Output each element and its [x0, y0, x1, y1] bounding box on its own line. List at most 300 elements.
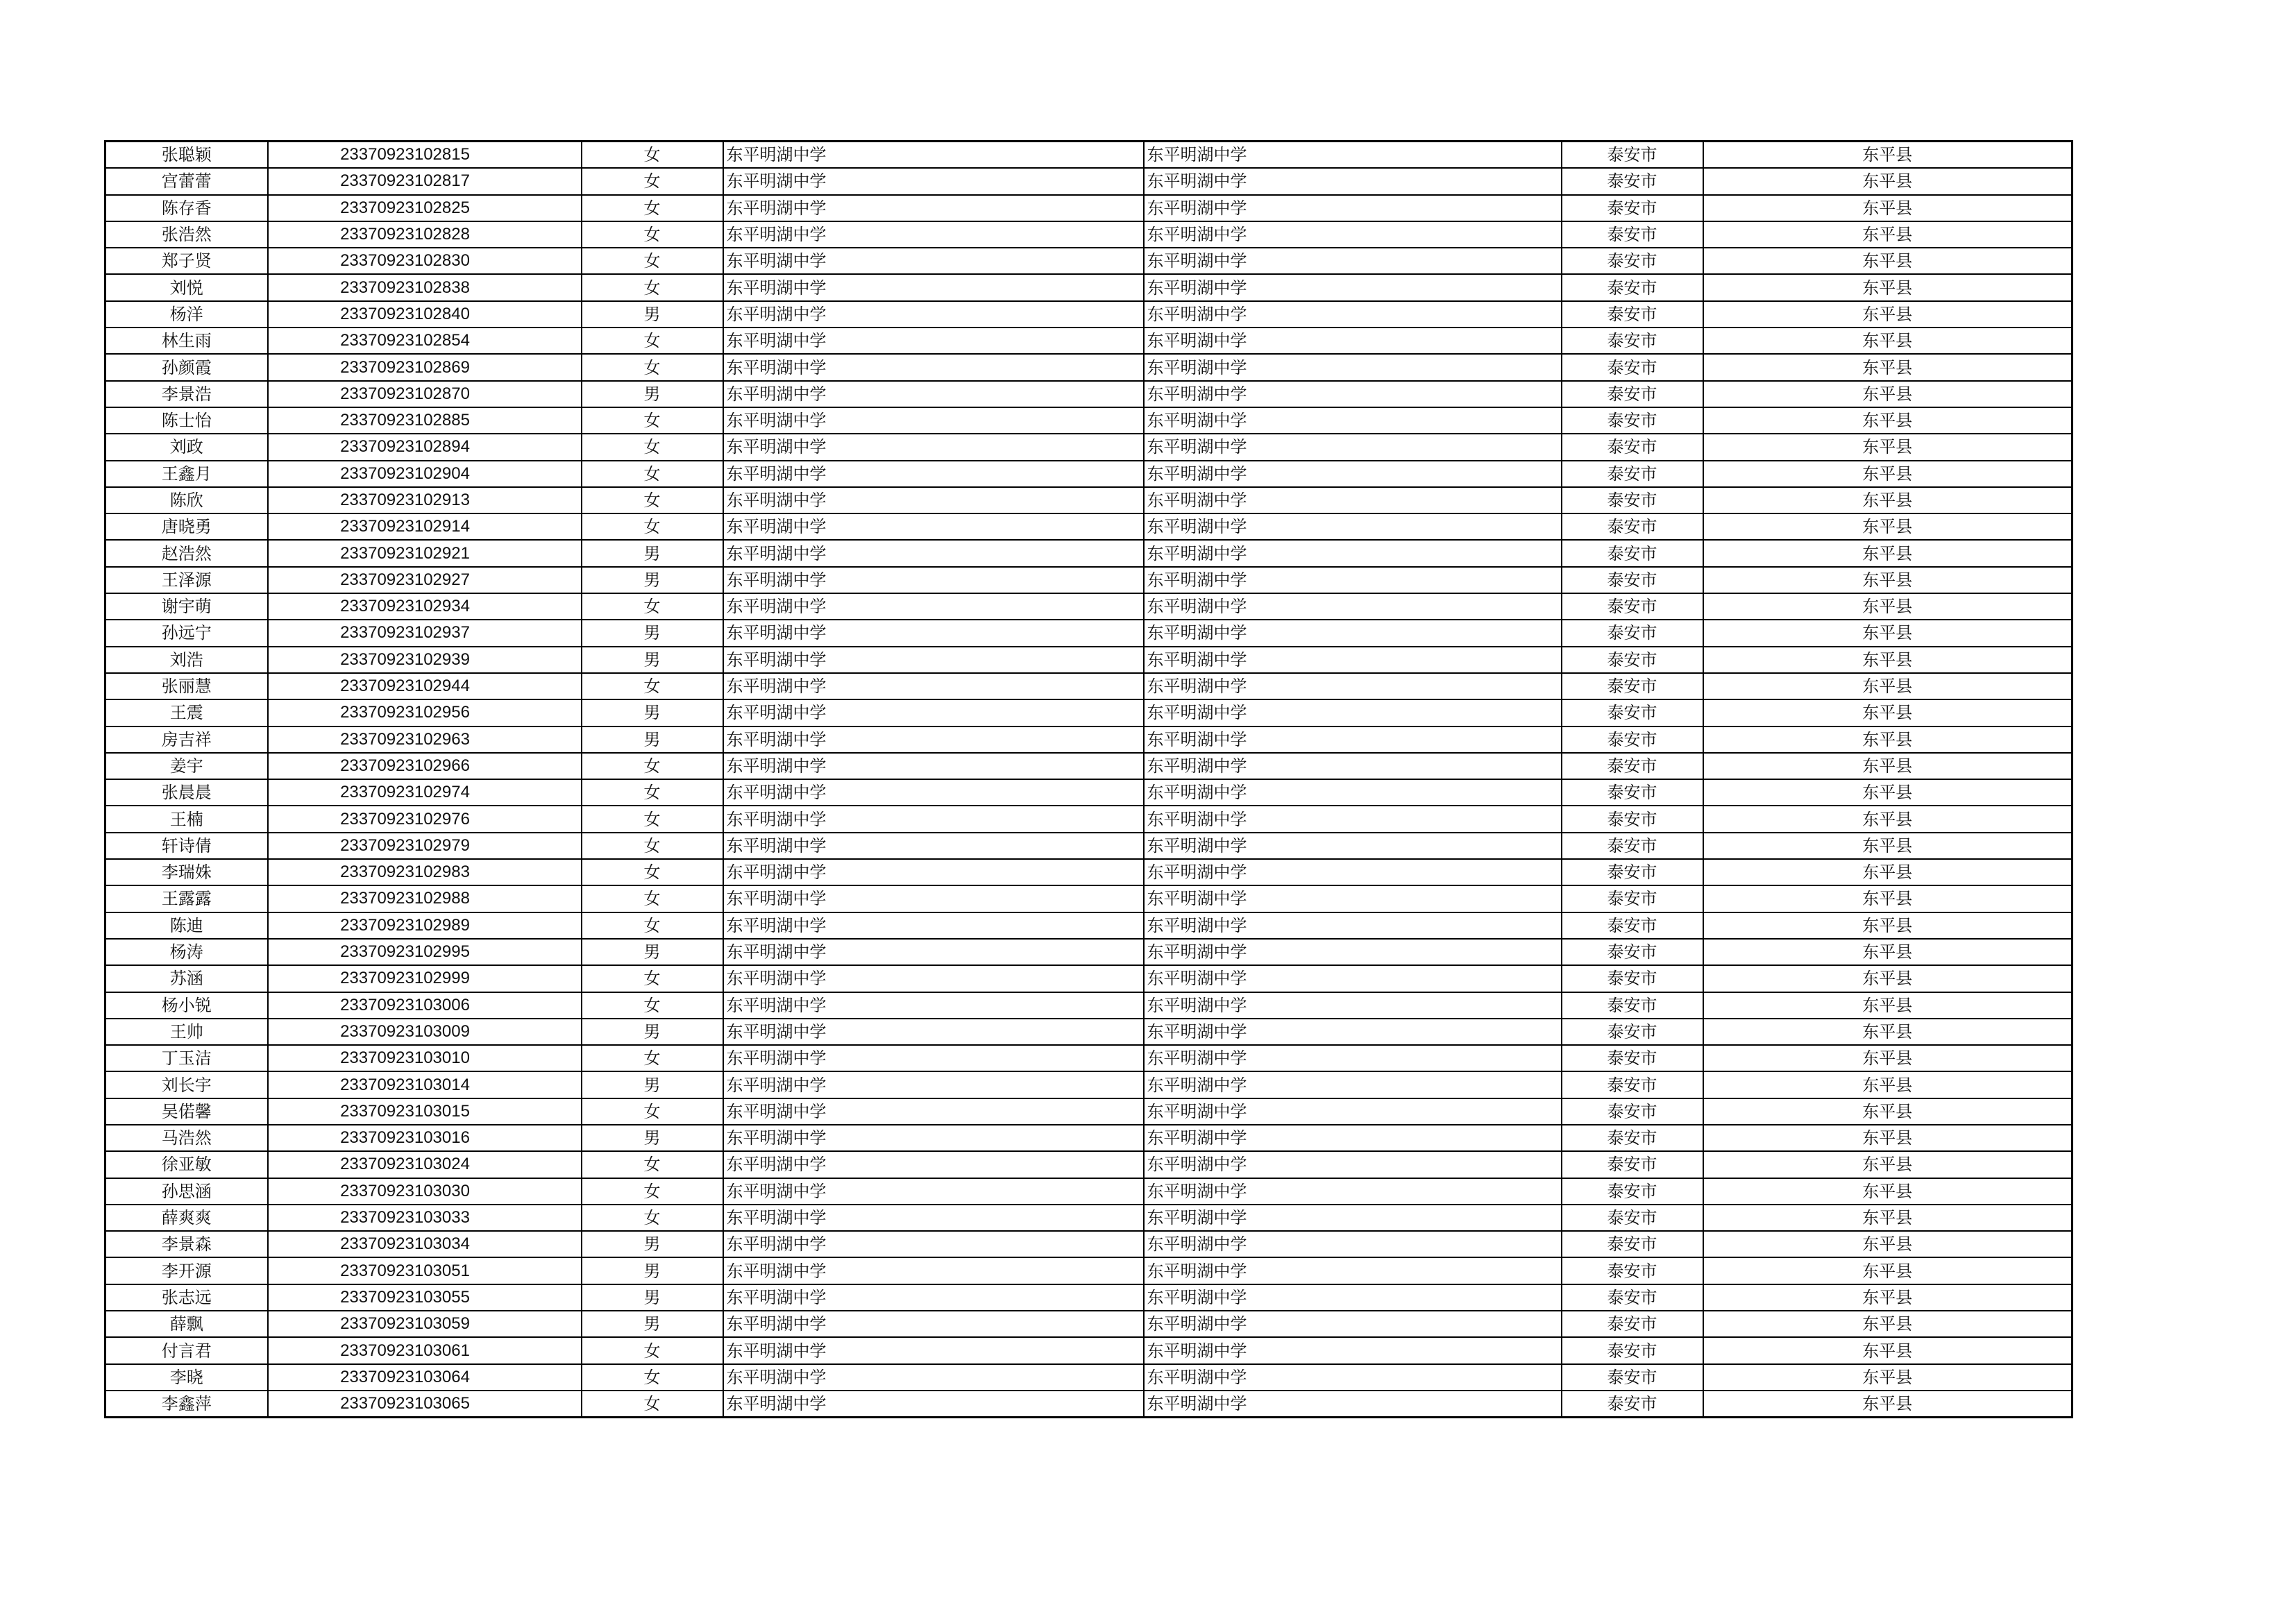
name-cell: 丁玉洁: [105, 1045, 268, 1071]
name-cell: 张浩然: [105, 221, 268, 248]
exam-number-cell: 23370923103009: [268, 1019, 582, 1045]
table-row: [105, 407, 2073, 434]
school-cell: 东平明湖中学: [723, 965, 1144, 992]
city-cell: 泰安市: [1562, 328, 1703, 354]
exam-number-cell: 23370923102830: [268, 248, 582, 274]
unit-cell: 东平明湖中学: [1144, 885, 1562, 912]
city-cell: 泰安市: [1562, 673, 1703, 699]
city-cell: 泰安市: [1562, 1391, 1703, 1418]
unit-cell: 东平明湖中学: [1144, 1311, 1562, 1337]
table-row: [105, 779, 2073, 806]
name-cell: 李鑫萍: [105, 1391, 268, 1418]
name-cell: 王帅: [105, 1019, 268, 1045]
county-cell: 东平县: [1703, 195, 2073, 221]
table-row: [105, 434, 2073, 460]
school-cell: 东平明湖中学: [723, 673, 1144, 699]
gender-cell: 女: [582, 859, 723, 885]
table-row: [105, 274, 2073, 300]
table-row: [105, 699, 2073, 726]
table-row: [105, 248, 2073, 274]
gender-cell: 男: [582, 1284, 723, 1311]
city-cell: 泰安市: [1562, 301, 1703, 328]
exam-number-cell: 23370923102934: [268, 593, 582, 620]
name-cell: 孙远宁: [105, 620, 268, 646]
name-cell: 张晨晨: [105, 779, 268, 806]
county-cell: 东平县: [1703, 274, 2073, 300]
county-cell: 东平县: [1703, 1071, 2073, 1098]
city-cell: 泰安市: [1562, 593, 1703, 620]
table-row: [105, 885, 2073, 912]
table-row: [105, 1391, 2073, 1418]
table-row: [105, 806, 2073, 832]
exam-number-cell: 23370923103014: [268, 1071, 582, 1098]
name-cell: 刘浩: [105, 647, 268, 673]
school-cell: 东平明湖中学: [723, 540, 1144, 566]
name-cell: 王楠: [105, 806, 268, 832]
table-row: [105, 965, 2073, 992]
city-cell: 泰安市: [1562, 992, 1703, 1019]
gender-cell: 女: [582, 965, 723, 992]
gender-cell: 男: [582, 1231, 723, 1257]
unit-cell: 东平明湖中学: [1144, 461, 1562, 487]
school-cell: 东平明湖中学: [723, 248, 1144, 274]
exam-number-cell: 23370923103051: [268, 1257, 582, 1284]
city-cell: 泰安市: [1562, 354, 1703, 380]
school-cell: 东平明湖中学: [723, 833, 1144, 859]
school-cell: 东平明湖中学: [723, 912, 1144, 939]
exam-number-cell: 23370923102974: [268, 779, 582, 806]
school-cell: 东平明湖中学: [723, 301, 1144, 328]
school-cell: 东平明湖中学: [723, 1151, 1144, 1178]
county-cell: 东平县: [1703, 461, 2073, 487]
exam-number-cell: 23370923102840: [268, 301, 582, 328]
table-row: [105, 354, 2073, 380]
school-cell: 东平明湖中学: [723, 1019, 1144, 1045]
name-cell: 孙思涵: [105, 1178, 268, 1205]
unit-cell: 东平明湖中学: [1144, 1257, 1562, 1284]
county-cell: 东平县: [1703, 1284, 2073, 1311]
school-cell: 东平明湖中学: [723, 1045, 1144, 1071]
gender-cell: 男: [582, 540, 723, 566]
gender-cell: 男: [582, 1257, 723, 1284]
county-cell: 东平县: [1703, 1311, 2073, 1337]
unit-cell: 东平明湖中学: [1144, 833, 1562, 859]
unit-cell: 东平明湖中学: [1144, 620, 1562, 646]
exam-number-cell: 23370923103059: [268, 1311, 582, 1337]
gender-cell: 男: [582, 301, 723, 328]
name-cell: 轩诗倩: [105, 833, 268, 859]
county-cell: 东平县: [1703, 142, 2073, 169]
unit-cell: 东平明湖中学: [1144, 699, 1562, 726]
name-cell: 唐晓勇: [105, 513, 268, 540]
school-cell: 东平明湖中学: [723, 753, 1144, 779]
unit-cell: 东平明湖中学: [1144, 434, 1562, 460]
gender-cell: 女: [582, 513, 723, 540]
unit-cell: 东平明湖中学: [1144, 195, 1562, 221]
name-cell: 薛飘: [105, 1311, 268, 1337]
name-cell: 李瑞姝: [105, 859, 268, 885]
city-cell: 泰安市: [1562, 806, 1703, 832]
exam-number-cell: 23370923102944: [268, 673, 582, 699]
school-cell: 东平明湖中学: [723, 699, 1144, 726]
name-cell: 陈欣: [105, 487, 268, 513]
gender-cell: 女: [582, 1337, 723, 1363]
gender-cell: 男: [582, 699, 723, 726]
exam-number-cell: 23370923102921: [268, 540, 582, 566]
county-cell: 东平县: [1703, 912, 2073, 939]
exam-number-cell: 23370923102939: [268, 647, 582, 673]
table-body: [105, 142, 2073, 1418]
gender-cell: 女: [582, 328, 723, 354]
table-row: [105, 142, 2073, 169]
unit-cell: 东平明湖中学: [1144, 779, 1562, 806]
exam-number-cell: 23370923102976: [268, 806, 582, 832]
table-row: [105, 992, 2073, 1019]
county-cell: 东平县: [1703, 540, 2073, 566]
county-cell: 东平县: [1703, 1151, 2073, 1178]
county-cell: 东平县: [1703, 513, 2073, 540]
county-cell: 东平县: [1703, 1231, 2073, 1257]
name-cell: 刘政: [105, 434, 268, 460]
unit-cell: 东平明湖中学: [1144, 726, 1562, 753]
city-cell: 泰安市: [1562, 885, 1703, 912]
unit-cell: 东平明湖中学: [1144, 487, 1562, 513]
school-cell: 东平明湖中学: [723, 434, 1144, 460]
table-row: [105, 1231, 2073, 1257]
county-cell: 东平县: [1703, 833, 2073, 859]
exam-number-cell: 23370923102828: [268, 221, 582, 248]
name-cell: 苏涵: [105, 965, 268, 992]
school-cell: 东平明湖中学: [723, 567, 1144, 593]
name-cell: 王泽源: [105, 567, 268, 593]
county-cell: 东平县: [1703, 1125, 2073, 1151]
county-cell: 东平县: [1703, 593, 2073, 620]
name-cell: 杨洋: [105, 301, 268, 328]
table-row: [105, 1178, 2073, 1205]
name-cell: 刘长宇: [105, 1071, 268, 1098]
unit-cell: 东平明湖中学: [1144, 1045, 1562, 1071]
exam-number-cell: 23370923102927: [268, 567, 582, 593]
school-cell: 东平明湖中学: [723, 1231, 1144, 1257]
school-cell: 东平明湖中学: [723, 1337, 1144, 1363]
gender-cell: 男: [582, 1125, 723, 1151]
exam-number-cell: 23370923102854: [268, 328, 582, 354]
exam-number-cell: 23370923103015: [268, 1098, 582, 1125]
city-cell: 泰安市: [1562, 168, 1703, 194]
unit-cell: 东平明湖中学: [1144, 1178, 1562, 1205]
name-cell: 薛爽爽: [105, 1205, 268, 1231]
unit-cell: 东平明湖中学: [1144, 1019, 1562, 1045]
city-cell: 泰安市: [1562, 1337, 1703, 1363]
exam-number-cell: 23370923103006: [268, 992, 582, 1019]
gender-cell: 女: [582, 806, 723, 832]
county-cell: 东平县: [1703, 1098, 2073, 1125]
unit-cell: 东平明湖中学: [1144, 1151, 1562, 1178]
county-cell: 东平县: [1703, 1364, 2073, 1391]
school-cell: 东平明湖中学: [723, 1311, 1144, 1337]
name-cell: 杨小锐: [105, 992, 268, 1019]
gender-cell: 女: [582, 461, 723, 487]
name-cell: 孙颜霞: [105, 354, 268, 380]
table-row: [105, 726, 2073, 753]
city-cell: 泰安市: [1562, 381, 1703, 407]
unit-cell: 东平明湖中学: [1144, 301, 1562, 328]
exam-number-cell: 23370923102817: [268, 168, 582, 194]
city-cell: 泰安市: [1562, 1257, 1703, 1284]
name-cell: 李开源: [105, 1257, 268, 1284]
unit-cell: 东平明湖中学: [1144, 142, 1562, 169]
table-row: [105, 540, 2073, 566]
unit-cell: 东平明湖中学: [1144, 1125, 1562, 1151]
school-cell: 东平明湖中学: [723, 142, 1144, 169]
exam-number-cell: 23370923102937: [268, 620, 582, 646]
county-cell: 东平县: [1703, 567, 2073, 593]
table-row: [105, 859, 2073, 885]
exam-number-cell: 23370923102966: [268, 753, 582, 779]
table-row: [105, 1284, 2073, 1311]
gender-cell: 女: [582, 1098, 723, 1125]
gender-cell: 女: [582, 885, 723, 912]
name-cell: 陈迪: [105, 912, 268, 939]
table-row: [105, 1257, 2073, 1284]
city-cell: 泰安市: [1562, 1284, 1703, 1311]
exam-number-cell: 23370923102956: [268, 699, 582, 726]
gender-cell: 女: [582, 1391, 723, 1418]
city-cell: 泰安市: [1562, 1205, 1703, 1231]
table-row: [105, 381, 2073, 407]
unit-cell: 东平明湖中学: [1144, 1284, 1562, 1311]
name-cell: 张丽慧: [105, 673, 268, 699]
student-list-table: [104, 140, 2073, 1418]
name-cell: 张聪颖: [105, 142, 268, 169]
city-cell: 泰安市: [1562, 248, 1703, 274]
gender-cell: 女: [582, 1045, 723, 1071]
school-cell: 东平明湖中学: [723, 1284, 1144, 1311]
exam-number-cell: 23370923103010: [268, 1045, 582, 1071]
school-cell: 东平明湖中学: [723, 1257, 1144, 1284]
unit-cell: 东平明湖中学: [1144, 673, 1562, 699]
county-cell: 东平县: [1703, 647, 2073, 673]
city-cell: 泰安市: [1562, 753, 1703, 779]
gender-cell: 女: [582, 168, 723, 194]
name-cell: 王露露: [105, 885, 268, 912]
unit-cell: 东平明湖中学: [1144, 806, 1562, 832]
table-row: [105, 1098, 2073, 1125]
table-row: [105, 328, 2073, 354]
county-cell: 东平县: [1703, 620, 2073, 646]
gender-cell: 女: [582, 354, 723, 380]
county-cell: 东平县: [1703, 885, 2073, 912]
school-cell: 东平明湖中学: [723, 726, 1144, 753]
name-cell: 李晓: [105, 1364, 268, 1391]
name-cell: 郑子贤: [105, 248, 268, 274]
school-cell: 东平明湖中学: [723, 647, 1144, 673]
table-row: [105, 221, 2073, 248]
school-cell: 东平明湖中学: [723, 806, 1144, 832]
city-cell: 泰安市: [1562, 221, 1703, 248]
name-cell: 刘悦: [105, 274, 268, 300]
school-cell: 东平明湖中学: [723, 620, 1144, 646]
gender-cell: 男: [582, 726, 723, 753]
unit-cell: 东平明湖中学: [1144, 407, 1562, 434]
county-cell: 东平县: [1703, 806, 2073, 832]
table-row: [105, 195, 2073, 221]
exam-number-cell: 23370923102869: [268, 354, 582, 380]
name-cell: 徐亚敏: [105, 1151, 268, 1178]
county-cell: 东平县: [1703, 354, 2073, 380]
name-cell: 张志远: [105, 1284, 268, 1311]
city-cell: 泰安市: [1562, 567, 1703, 593]
county-cell: 东平县: [1703, 1178, 2073, 1205]
unit-cell: 东平明湖中学: [1144, 647, 1562, 673]
table-row: [105, 567, 2073, 593]
unit-cell: 东平明湖中学: [1144, 1337, 1562, 1363]
table-row: [105, 461, 2073, 487]
gender-cell: 男: [582, 1311, 723, 1337]
county-cell: 东平县: [1703, 487, 2073, 513]
table-row: [105, 833, 2073, 859]
table-row: [105, 1151, 2073, 1178]
gender-cell: 女: [582, 779, 723, 806]
gender-cell: 男: [582, 381, 723, 407]
name-cell: 杨涛: [105, 939, 268, 965]
exam-number-cell: 23370923102870: [268, 381, 582, 407]
table-row: [105, 912, 2073, 939]
unit-cell: 东平明湖中学: [1144, 221, 1562, 248]
school-cell: 东平明湖中学: [723, 1071, 1144, 1098]
name-cell: 宫蕾蕾: [105, 168, 268, 194]
county-cell: 东平县: [1703, 434, 2073, 460]
county-cell: 东平县: [1703, 221, 2073, 248]
county-cell: 东平县: [1703, 381, 2073, 407]
school-cell: 东平明湖中学: [723, 1205, 1144, 1231]
table-row: [105, 620, 2073, 646]
county-cell: 东平县: [1703, 726, 2073, 753]
table-row: [105, 647, 2073, 673]
city-cell: 泰安市: [1562, 1045, 1703, 1071]
name-cell: 姜宇: [105, 753, 268, 779]
unit-cell: 东平明湖中学: [1144, 965, 1562, 992]
exam-number-cell: 23370923102989: [268, 912, 582, 939]
exam-number-cell: 23370923103061: [268, 1337, 582, 1363]
city-cell: 泰安市: [1562, 1125, 1703, 1151]
gender-cell: 女: [582, 142, 723, 169]
school-cell: 东平明湖中学: [723, 939, 1144, 965]
gender-cell: 女: [582, 407, 723, 434]
table-row: [105, 939, 2073, 965]
city-cell: 泰安市: [1562, 540, 1703, 566]
county-cell: 东平县: [1703, 1337, 2073, 1363]
school-cell: 东平明湖中学: [723, 354, 1144, 380]
table-row: [105, 1311, 2073, 1337]
unit-cell: 东平明湖中学: [1144, 992, 1562, 1019]
county-cell: 东平县: [1703, 407, 2073, 434]
city-cell: 泰安市: [1562, 407, 1703, 434]
city-cell: 泰安市: [1562, 513, 1703, 540]
school-cell: 东平明湖中学: [723, 593, 1144, 620]
exam-number-cell: 23370923103024: [268, 1151, 582, 1178]
gender-cell: 女: [582, 221, 723, 248]
county-cell: 东平县: [1703, 1257, 2073, 1284]
exam-number-cell: 23370923102838: [268, 274, 582, 300]
table-row: [105, 1045, 2073, 1071]
gender-cell: 女: [582, 1205, 723, 1231]
county-cell: 东平县: [1703, 328, 2073, 354]
gender-cell: 女: [582, 1151, 723, 1178]
county-cell: 东平县: [1703, 248, 2073, 274]
city-cell: 泰安市: [1562, 779, 1703, 806]
city-cell: 泰安市: [1562, 461, 1703, 487]
name-cell: 陈士怡: [105, 407, 268, 434]
unit-cell: 东平明湖中学: [1144, 274, 1562, 300]
school-cell: 东平明湖中学: [723, 1364, 1144, 1391]
city-cell: 泰安市: [1562, 1071, 1703, 1098]
county-cell: 东平县: [1703, 1391, 2073, 1418]
table-row: [105, 487, 2073, 513]
school-cell: 东平明湖中学: [723, 328, 1144, 354]
exam-number-cell: 23370923102904: [268, 461, 582, 487]
school-cell: 东平明湖中学: [723, 885, 1144, 912]
school-cell: 东平明湖中学: [723, 513, 1144, 540]
gender-cell: 男: [582, 939, 723, 965]
exam-number-cell: 23370923102914: [268, 513, 582, 540]
school-cell: 东平明湖中学: [723, 221, 1144, 248]
unit-cell: 东平明湖中学: [1144, 1231, 1562, 1257]
gender-cell: 男: [582, 1071, 723, 1098]
exam-number-cell: 23370923102999: [268, 965, 582, 992]
unit-cell: 东平明湖中学: [1144, 859, 1562, 885]
table-row: [105, 1364, 2073, 1391]
school-cell: 东平明湖中学: [723, 992, 1144, 1019]
gender-cell: 女: [582, 274, 723, 300]
name-cell: 马浩然: [105, 1125, 268, 1151]
unit-cell: 东平明湖中学: [1144, 248, 1562, 274]
county-cell: 东平县: [1703, 965, 2073, 992]
unit-cell: 东平明湖中学: [1144, 939, 1562, 965]
name-cell: 林生雨: [105, 328, 268, 354]
city-cell: 泰安市: [1562, 1151, 1703, 1178]
name-cell: 李景浩: [105, 381, 268, 407]
unit-cell: 东平明湖中学: [1144, 168, 1562, 194]
gender-cell: 男: [582, 620, 723, 646]
table-row: [105, 168, 2073, 194]
city-cell: 泰安市: [1562, 487, 1703, 513]
city-cell: 泰安市: [1562, 142, 1703, 169]
gender-cell: 女: [582, 912, 723, 939]
exam-number-cell: 23370923103034: [268, 1231, 582, 1257]
county-cell: 东平县: [1703, 939, 2073, 965]
city-cell: 泰安市: [1562, 859, 1703, 885]
city-cell: 泰安市: [1562, 1019, 1703, 1045]
city-cell: 泰安市: [1562, 1311, 1703, 1337]
unit-cell: 东平明湖中学: [1144, 328, 1562, 354]
table-row: [105, 1125, 2073, 1151]
city-cell: 泰安市: [1562, 1178, 1703, 1205]
school-cell: 东平明湖中学: [723, 779, 1144, 806]
unit-cell: 东平明湖中学: [1144, 354, 1562, 380]
exam-number-cell: 23370923103055: [268, 1284, 582, 1311]
school-cell: 东平明湖中学: [723, 195, 1144, 221]
county-cell: 东平县: [1703, 753, 2073, 779]
name-cell: 王鑫月: [105, 461, 268, 487]
gender-cell: 女: [582, 1178, 723, 1205]
school-cell: 东平明湖中学: [723, 407, 1144, 434]
school-cell: 东平明湖中学: [723, 1391, 1144, 1418]
name-cell: 吴偌馨: [105, 1098, 268, 1125]
name-cell: 王震: [105, 699, 268, 726]
exam-number-cell: 23370923102913: [268, 487, 582, 513]
exam-number-cell: 23370923103065: [268, 1391, 582, 1418]
